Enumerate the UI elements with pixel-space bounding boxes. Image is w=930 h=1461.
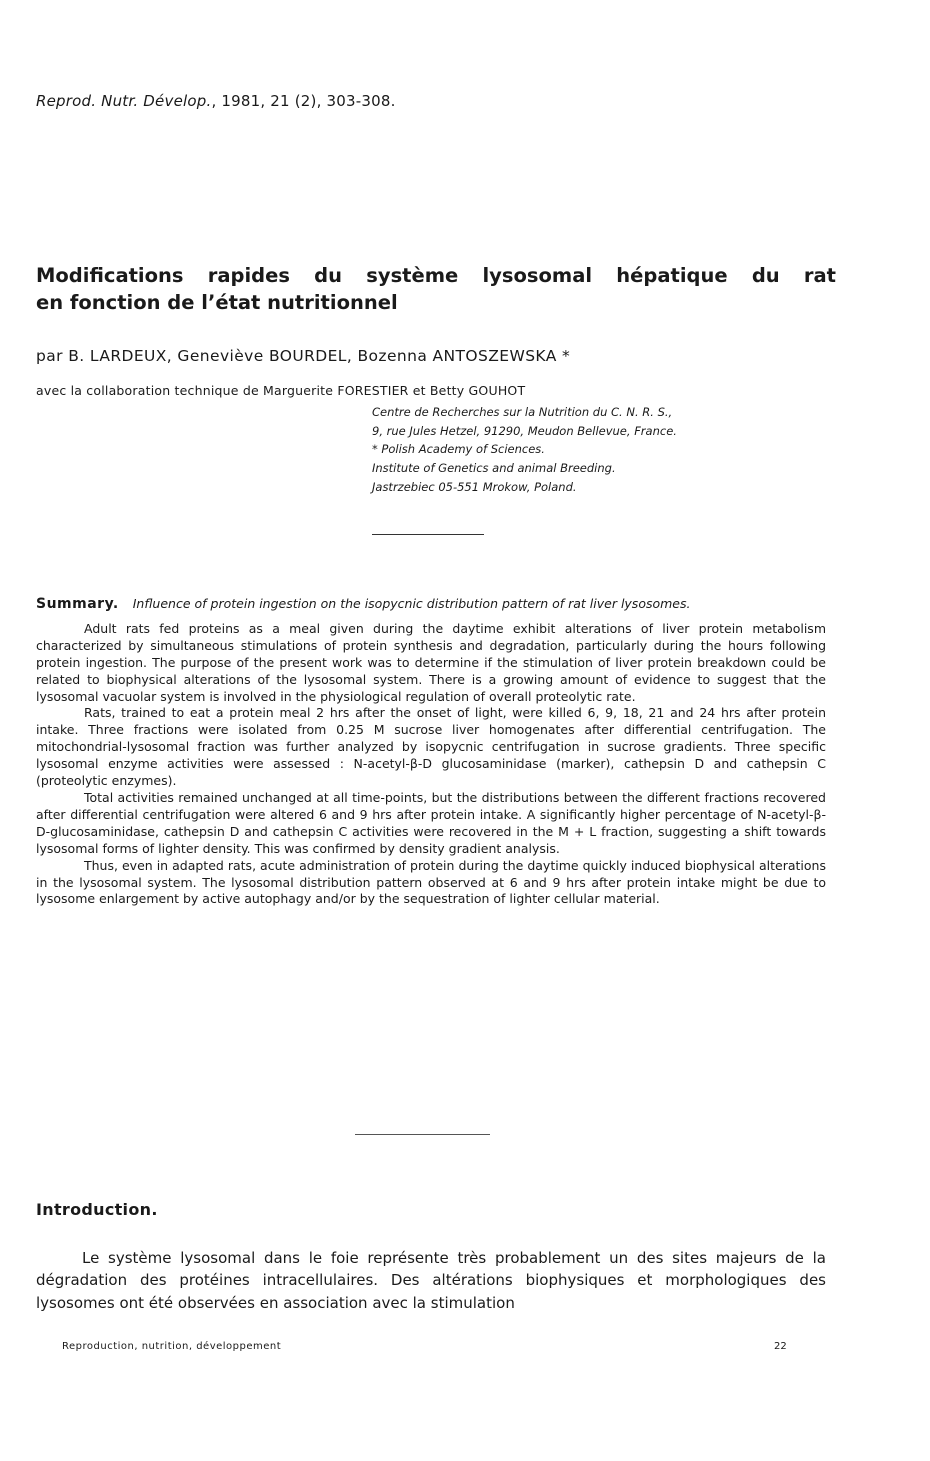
affiliation-line: Institute of Genetics and animal Breeding. (372, 461, 616, 476)
affiliation-line: Jastrzebiec 05-551 Mrokow, Poland. (372, 479, 577, 494)
footer-journal: Reproduction, nutrition, développement (62, 1341, 282, 1352)
affiliation-line: * Polish Academy of Sciences. (372, 442, 545, 457)
authors: par B. LARDEUX, Geneviève BOURDEL, Bozenna ANTOSZEWSKA * (36, 347, 571, 365)
page-number: 22 (774, 1341, 787, 1352)
summary-subtitle: Influence of protein ingestion on the isopycnic distribution pattern of rat liver lysosomes. (132, 596, 691, 611)
title-line-2: en fonction de l’état nutritionnel (36, 291, 398, 314)
summary-heading: Summary. (36, 596, 119, 612)
summary-paragraph: Total activities remained unchanged at all time-points, but the distributions between the different fractions recovered after differential centrifugation were altered 6 and 9 hrs after protein intake. A significantly higher percentage of N-acetyl-β-D-glucosaminidase, cathepsin D and cathepsin C activities were recovered in the M + L fraction, suggesting a shift towards lysosomal forms of lighter density. This was confirmed by density gradient analysis. (36, 789, 826, 856)
summary-paragraph: Thus, even in adapted rats, acute administration of protein during the daytime quickly induced biophysical alterations in the lysosomal system. The lysosomal distribution pattern observed at 6 and 9 hrs after protein intake might be due to lysosome enlargement by active autophagy and/or by the sequestration of lighter cellular material. (36, 857, 826, 907)
affiliations (372, 403, 677, 497)
journal-volume-pages: , 1981, 21 (2), 303-308. (211, 92, 396, 110)
journal-name: Reprod. Nutr. Dévelop. (36, 92, 212, 110)
divider (355, 1134, 490, 1135)
introduction-text: Le système lysosomal dans le foie représente très probablement un des sites majeurs de la dégradation des protéines intracellulaires. Des altérations biophysiques et morphologiques des lysosomes ont été observées en association avec la stimulation (36, 1249, 826, 1312)
technical-collaboration: avec la collaboration technique de Marguerite FORESTIER et Betty GOUHOT (36, 383, 526, 398)
article-title (36, 262, 836, 316)
introduction-heading: Introduction. (36, 1200, 158, 1219)
summary-section (36, 596, 826, 908)
divider (372, 534, 484, 535)
summary-header (36, 596, 826, 613)
affiliation-line: Centre de Recherches sur la Nutrition du C. N. R. S., (372, 405, 673, 419)
journal-reference (36, 92, 396, 110)
title-line-1: Modifications rapides du système lysosomal hépatique du rat (36, 264, 836, 287)
summary-paragraph: Rats, trained to eat a protein meal 2 hrs after the onset of light, were killed 6, 9, 18, 21 and 24 hrs after protein intake. Three fractions were isolated from 0.25 M sucrose liver homogenates after differential centrifugation. The mitochondrial-lysosomal fraction was further analyzed by isopycnic centrifugation in sucrose gradients. Three specific lysosomal enzyme activities were assessed : N-acetyl-β-D glucosaminidase (marker), cathepsin D and cathepsin C (proteolytic enzymes). (36, 705, 826, 789)
summary-paragraph: Adult rats fed proteins as a meal given during the daytime exhibit alterations of liver protein metabolism characterized by simultaneous stimulations of protein synthesis and degradation, particularly during the hours following protein ingestion. The purpose of the present work was to determine if the stimulation of liver protein breakdown could be related to biophysical alterations of the lysosomal system. There is a growing amount of evidence to suggest that the lysosomal vacuolar system is involved in the physiological regulation of overall proteolytic rate. (36, 620, 826, 704)
affiliation-line: 9, rue Jules Hetzel, 91290, Meudon Bellevue, France. (372, 423, 677, 438)
